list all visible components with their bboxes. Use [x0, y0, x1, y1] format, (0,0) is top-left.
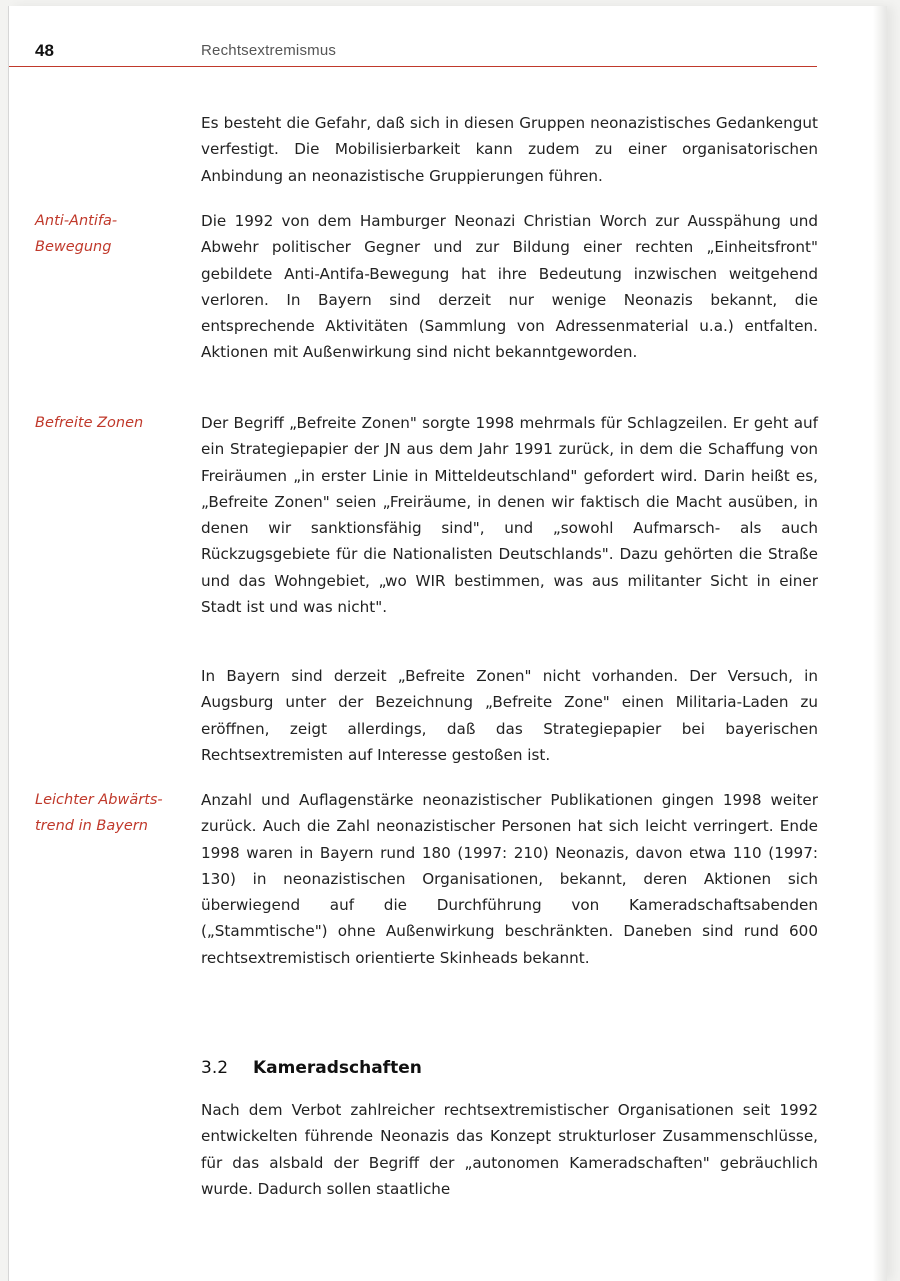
paragraph-abwaertstrend: Anzahl und Auflagenstärke neonazistischer Publikationen gingen 1998 weiter zurück. Auch die Zahl neonazistischer Personen hat sich leicht verringert. Ende 1998 waren in Bayern rund 180 (1997: 210) Neonazis, davon etwa 110 (1997: 130) in neonazistischen Organisationen, bekannt, deren Aktionen sich überwiegend auf die Durchführung von Kameradschaftsabenden („Stammtische") ohne Außenwirkung beschränkten. Daneben sind rund 600 rechtsextremistisch orientierte Skinheads bekannt.	[201, 791, 818, 967]
running-header-title: Rechtsextremismus	[201, 42, 337, 59]
document-page	[8, 6, 887, 1281]
section-heading	[201, 1058, 422, 1078]
paragraph-bayern-zonen: In Bayern sind derzeit „Befreite Zonen" nicht vorhanden. Der Versuch, in Augsburg unter der Bezeichnung „Befreite Zone" einen Militaria-Laden zu eröffnen, zeigt allerdings, daß das Strategiepapier bei bayerischen Rechtsextremisten auf Interesse gestoßen ist.	[201, 667, 818, 764]
page-edge-shadow	[873, 6, 887, 1281]
paragraph-kameradschaften: Nach dem Verbot zahlreicher rechtsextremistischer Organisationen seit 1992 entwickelten führende Neonazis das Konzept strukturloser Zusammenschlüsse, für das alsbald der Begriff der „autonomen Kameradschaften" gebräuchlich wurde. Dadurch sollen staatliche	[201, 1101, 818, 1198]
margin-note-anti-antifa: Anti-Antifa- Bewegung	[35, 213, 118, 255]
margin-note-befreite-zonen: Befreite Zonen	[35, 415, 144, 431]
section-number: 3.2	[201, 1058, 229, 1078]
page-number: 48	[35, 41, 54, 60]
margin-note-abwaertstrend: Leichter Abwärts- trend in Bayern	[35, 792, 163, 834]
section-title: Kameradschaften	[253, 1058, 422, 1078]
header-rule	[9, 66, 817, 67]
paragraph-gefahr: Es besteht die Gefahr, daß sich in diesen Gruppen neonazistisches Gedankengut verfestigt. Die Mobilisierbarkeit kann zudem zu einer organisatorischen Anbindung an neonazistische Gruppierungen führen.	[201, 114, 818, 185]
paragraph-anti-antifa: Die 1992 von dem Hamburger Neonazi Christian Worch zur Ausspähung und Abwehr politischer Gegner und zur Bildung einer rechten „Einheitsfront" gebildete Anti-Antifa-Bewegung hat ihre Bedeutung inzwischen weitgehend verloren. In Bayern sind derzeit nur wenige Neonazis bekannt, die entsprechende Aktivitäten (Sammlung von Adressenmaterial u.a.) entfalten. Aktionen mit Außenwirkung sind nicht bekanntgeworden.	[201, 212, 818, 362]
paragraph-befreite-zonen: Der Begriff „Befreite Zonen" sorgte 1998 mehrmals für Schlagzeilen. Er geht auf ein Strategiepapier der JN aus dem Jahr 1991 zurück, in dem die Schaffung von Freiräumen „in erster Linie in Mitteldeutschland" gefordert wird. Darin heißt es, „Befreite Zonen" seien „Freiräume, in denen wir faktisch die Macht ausüben, in denen wir sanktionsfähig sind", und „sowohl Aufmarsch- als auch Rückzugsgebiete für die Nationalisten Deutschlands". Dazu gehörten die Straße und das Wohngebiet, „wo WIR bestimmen, was aus militanter Sicht in einer Stadt ist und was nicht".	[201, 414, 818, 617]
